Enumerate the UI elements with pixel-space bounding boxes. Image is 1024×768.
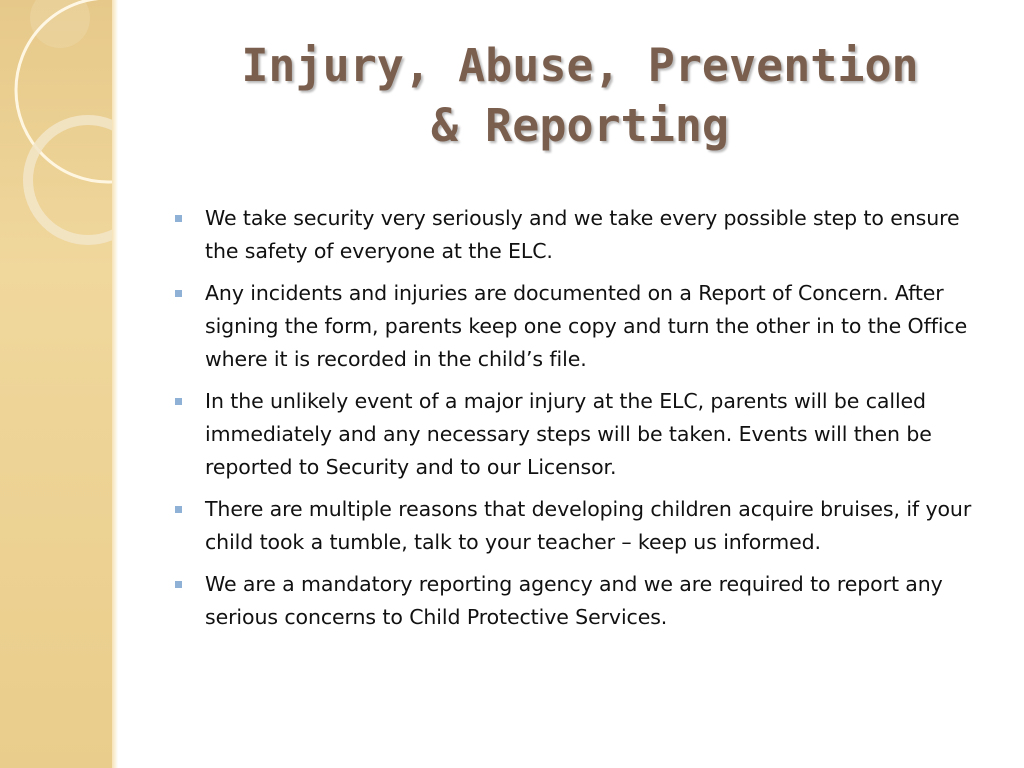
side-panel-edge bbox=[112, 0, 118, 768]
decorative-circle-medium bbox=[28, 120, 112, 240]
decorative-circle-small bbox=[30, 0, 90, 48]
bullet-text: Any incidents and injuries are documented on a Report of Concern. After signing the form, parents keep one copy and turn the other in to the Office where it is recorded in the child’s file. bbox=[205, 281, 968, 371]
bullet-square-icon bbox=[175, 506, 182, 513]
title-line-2: & Reporting bbox=[430, 99, 729, 152]
bullet-square-icon bbox=[175, 398, 182, 405]
slide-title bbox=[150, 36, 1010, 156]
bullet-item bbox=[172, 277, 982, 376]
bullet-square-icon bbox=[175, 581, 182, 588]
bullet-square-icon bbox=[175, 215, 182, 222]
side-decorative-panel bbox=[0, 0, 112, 768]
bullet-text: We take security very seriously and we take every possible step to ensure the safety of everyone at the ELC. bbox=[205, 206, 960, 263]
bullet-text: There are multiple reasons that developing children acquire bruises, if your child took a tumble, talk to your teacher – keep us informed. bbox=[205, 497, 972, 554]
bullet-text: In the unlikely event of a major injury at the ELC, parents will be called immediately and any necessary steps will be taken. Events will then be reported to Security and to our Licensor. bbox=[205, 389, 932, 479]
bullet-square-icon bbox=[175, 290, 182, 297]
bullet-text: We are a mandatory reporting agency and we are required to report any serious concerns to Child Protective Services. bbox=[205, 572, 943, 629]
bullet-list bbox=[172, 202, 982, 643]
title-line-1: Injury, Abuse, Prevention bbox=[241, 39, 919, 92]
bullet-item bbox=[172, 493, 982, 559]
bullet-item bbox=[172, 385, 982, 484]
bullet-item bbox=[172, 202, 982, 268]
bullet-item bbox=[172, 568, 982, 634]
decorative-circles bbox=[0, 0, 112, 768]
